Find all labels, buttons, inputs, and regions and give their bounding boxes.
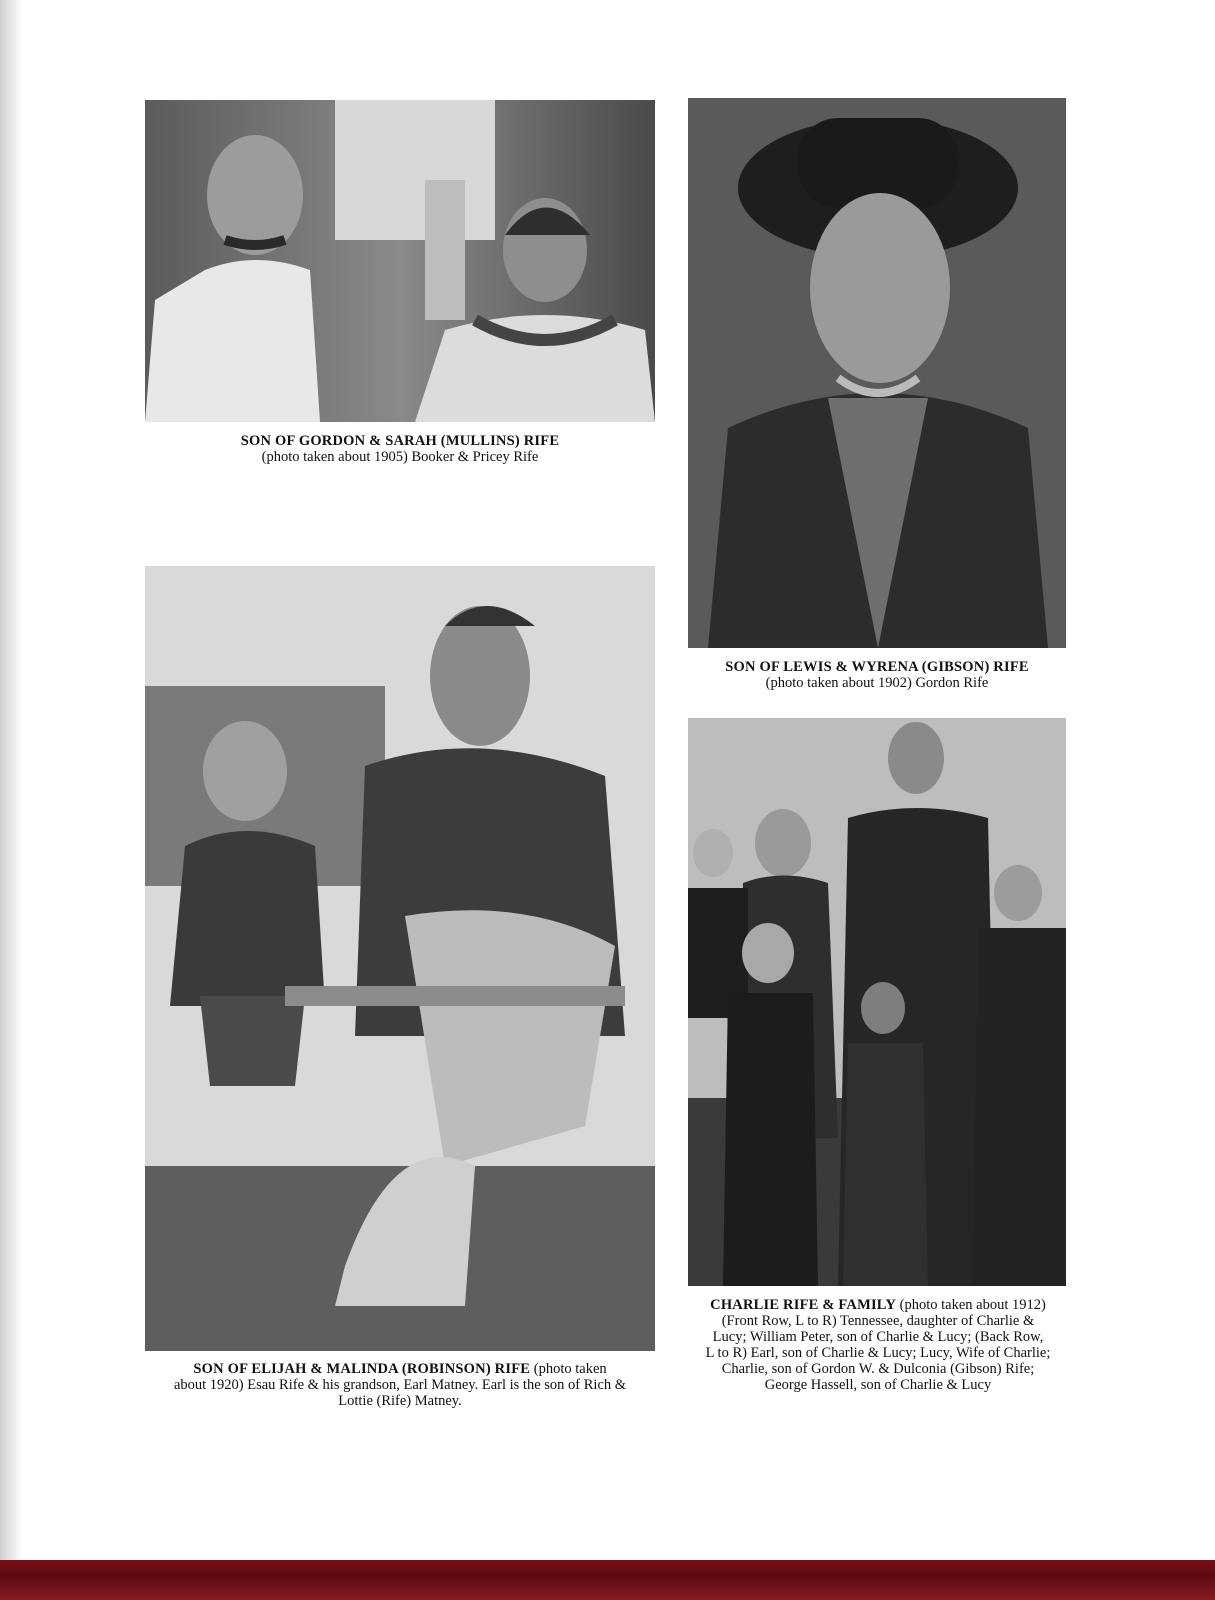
caption-detail: (photo taken about 1912) bbox=[896, 1297, 1046, 1313]
caption-title: CHARLIE RIFE & FAMILY bbox=[710, 1297, 897, 1313]
caption-detail: (photo taken about 1902) Gordon Rife bbox=[765, 675, 989, 691]
photo-booker-and-pricey-rife bbox=[145, 100, 655, 422]
caption-detail: George Hassell, son of Charlie & Lucy bbox=[764, 1377, 992, 1393]
page-edge-shadow bbox=[0, 0, 22, 1600]
caption-gordon-rife bbox=[688, 659, 1066, 691]
caption-detail: (photo taken bbox=[530, 1361, 607, 1377]
caption-detail: about 1920) Esau Rife & his grandson, Earl Matney. Earl is the son of Rich & bbox=[173, 1377, 627, 1393]
caption-charlie-rife-and-family bbox=[686, 1297, 1070, 1393]
caption-detail: (photo taken about 1905) Booker & Pricey Rife bbox=[261, 449, 539, 465]
caption-esau-rife-and-earl-matney bbox=[140, 1361, 660, 1409]
photo-esau-rife-and-earl-matney bbox=[145, 566, 655, 1351]
book-edge-band bbox=[0, 1560, 1215, 1600]
caption-detail: L to R) Earl, son of Charlie & Lucy; Lucy, Wife of Charlie; bbox=[705, 1345, 1051, 1361]
caption-title: SON OF GORDON & SARAH (MULLINS) RIFE bbox=[240, 433, 560, 449]
photo-charlie-rife-and-family bbox=[688, 718, 1066, 1286]
caption-detail: Lucy; William Peter, son of Charlie & Lucy; (Back Row, bbox=[712, 1329, 1044, 1345]
caption-booker-and-pricey-rife bbox=[145, 433, 655, 465]
caption-title: SON OF LEWIS & WYRENA (GIBSON) RIFE bbox=[725, 659, 1029, 675]
caption-detail: Lottie (Rife) Matney. bbox=[338, 1393, 462, 1409]
photo-gordon-rife bbox=[688, 98, 1066, 648]
caption-title: SON OF ELIJAH & MALINDA (ROBINSON) RIFE bbox=[193, 1361, 531, 1377]
caption-detail: Charlie, son of Gordon W. & Dulconia (Gibson) Rife; bbox=[721, 1361, 1035, 1377]
caption-detail: (Front Row, L to R) Tennessee, daughter of Charlie & bbox=[721, 1313, 1035, 1329]
